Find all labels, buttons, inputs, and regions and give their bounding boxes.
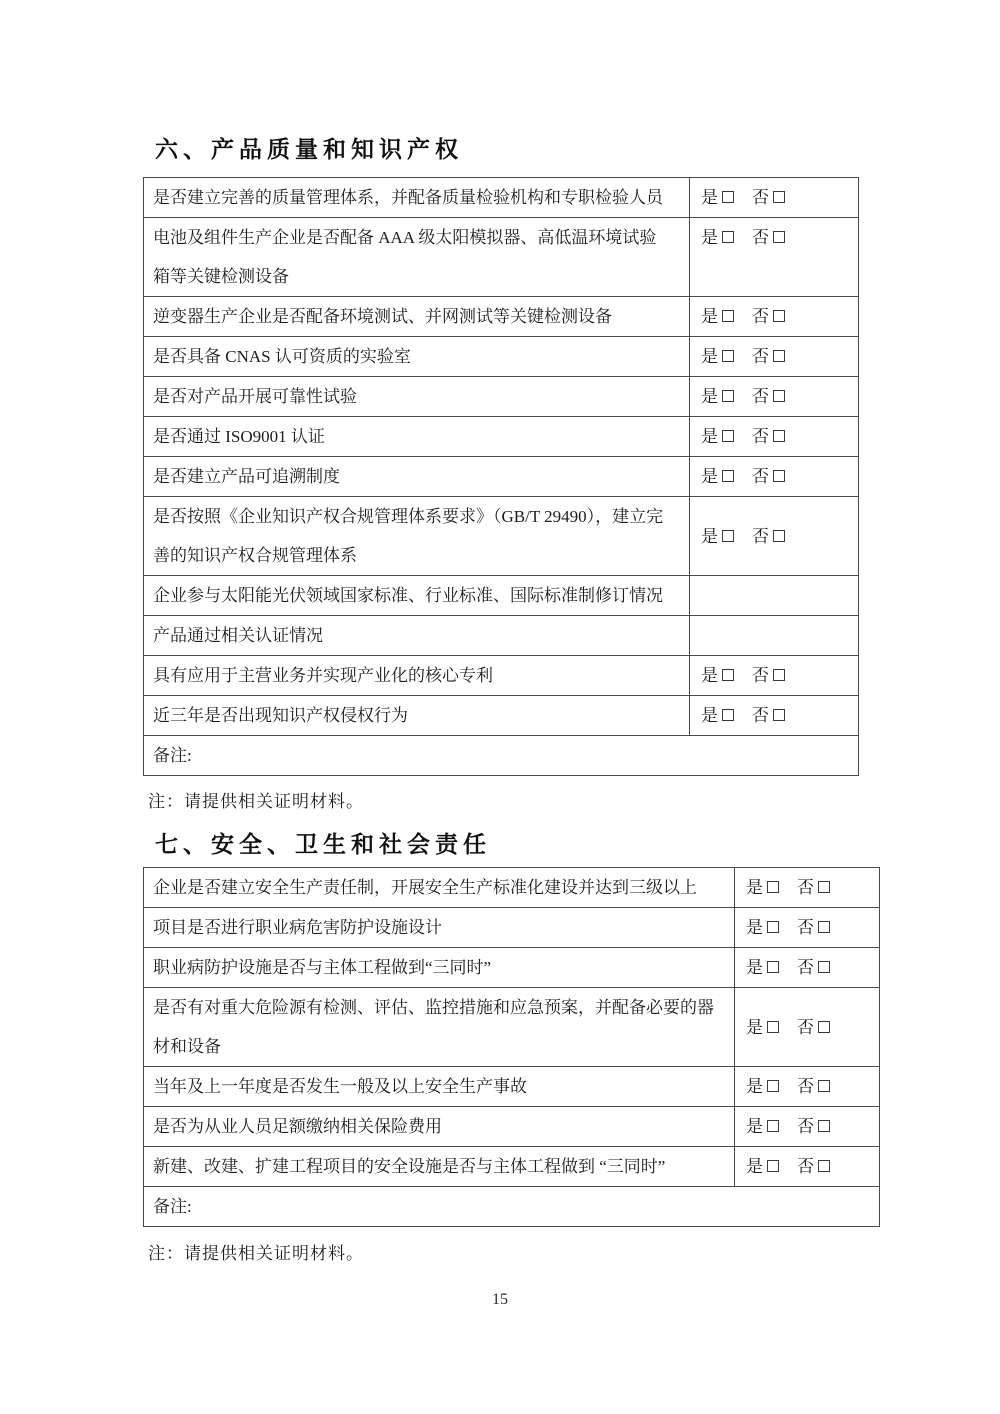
answer-cell bbox=[690, 576, 859, 616]
no-checkbox[interactable] bbox=[773, 530, 785, 542]
no-label: 否 bbox=[752, 526, 769, 546]
yes-label: 是 bbox=[746, 1117, 763, 1136]
yes-checkbox[interactable] bbox=[767, 921, 779, 933]
question-cell bbox=[144, 178, 690, 218]
question-text: 职业病防护设施是否与主体工程做到“三同时” bbox=[153, 958, 492, 977]
table-row bbox=[144, 218, 859, 297]
no-checkbox[interactable] bbox=[818, 1120, 830, 1132]
question-cell bbox=[144, 908, 735, 948]
remark-cell: 备注: bbox=[144, 1187, 880, 1227]
yes-label: 是 bbox=[746, 1157, 763, 1176]
no-label: 否 bbox=[752, 188, 769, 207]
yes-option bbox=[701, 457, 734, 496]
yes-label: 是 bbox=[701, 387, 718, 406]
yes-checkbox[interactable] bbox=[722, 191, 734, 203]
page-number: 15 bbox=[492, 1291, 508, 1308]
yes-label: 是 bbox=[701, 706, 718, 725]
yes-option bbox=[746, 1107, 779, 1146]
yes-label: 是 bbox=[746, 1017, 763, 1037]
answer-cell bbox=[690, 417, 859, 457]
answer-cell bbox=[690, 377, 859, 417]
yes-option bbox=[746, 1067, 779, 1106]
question-text: 电池及组件生产企业是否配备 AAA 级太阳模拟器、高低温环境试验箱等关键检测设备 bbox=[153, 228, 657, 286]
quality-ip-note: 注：请提供相关证明材料。 bbox=[148, 792, 364, 811]
table-row bbox=[144, 948, 880, 988]
no-checkbox[interactable] bbox=[818, 1160, 830, 1172]
answer-cell bbox=[735, 1147, 880, 1187]
question-cell bbox=[144, 377, 690, 417]
no-option bbox=[752, 656, 785, 695]
section-7-title: 七、安全、卫生和社会责任 bbox=[155, 831, 491, 857]
no-option bbox=[797, 1008, 830, 1047]
no-label: 否 bbox=[752, 228, 769, 247]
no-label: 否 bbox=[752, 467, 769, 486]
question-text: 产品通过相关认证情况 bbox=[153, 626, 323, 645]
yes-checkbox[interactable] bbox=[722, 350, 734, 362]
no-label: 否 bbox=[797, 878, 814, 897]
answer-cell bbox=[690, 178, 859, 218]
yes-checkbox[interactable] bbox=[767, 1120, 779, 1132]
no-option bbox=[797, 1147, 830, 1186]
no-checkbox[interactable] bbox=[773, 231, 785, 243]
yes-option bbox=[701, 297, 734, 336]
yes-option bbox=[701, 337, 734, 376]
answer-cell bbox=[735, 988, 880, 1067]
question-text: 当年及上一年度是否发生一般及以上安全生产事故 bbox=[153, 1077, 527, 1096]
yes-label: 是 bbox=[701, 467, 718, 486]
no-option bbox=[752, 517, 785, 556]
question-cell bbox=[144, 948, 735, 988]
yes-option bbox=[746, 1008, 779, 1047]
table-row bbox=[144, 457, 859, 497]
quality-ip-table-body bbox=[144, 178, 859, 776]
question-cell bbox=[144, 868, 735, 908]
yes-option bbox=[701, 517, 734, 556]
question-cell bbox=[144, 1147, 735, 1187]
question-cell bbox=[144, 1107, 735, 1147]
no-option bbox=[752, 218, 785, 257]
no-option bbox=[752, 337, 785, 376]
question-text: 项目是否进行职业病危害防护设施设计 bbox=[153, 918, 442, 937]
no-checkbox[interactable] bbox=[773, 350, 785, 362]
yes-option bbox=[746, 1147, 779, 1186]
yes-label: 是 bbox=[701, 666, 718, 685]
quality-ip-table bbox=[143, 177, 859, 776]
question-cell bbox=[144, 1067, 735, 1107]
yes-option bbox=[701, 417, 734, 456]
table-row bbox=[144, 417, 859, 457]
table-row bbox=[144, 377, 859, 417]
table-row bbox=[144, 497, 859, 576]
yes-option bbox=[701, 656, 734, 695]
table-row bbox=[144, 297, 859, 337]
no-label: 否 bbox=[797, 1017, 814, 1037]
no-label: 否 bbox=[797, 918, 814, 937]
question-cell bbox=[144, 457, 690, 497]
yes-label: 是 bbox=[701, 427, 718, 446]
question-cell bbox=[144, 497, 690, 576]
yes-checkbox[interactable] bbox=[722, 390, 734, 402]
question-cell bbox=[144, 988, 735, 1067]
question-cell bbox=[144, 576, 690, 616]
question-cell bbox=[144, 337, 690, 377]
yes-checkbox[interactable] bbox=[722, 530, 734, 542]
no-checkbox[interactable] bbox=[818, 961, 830, 973]
question-text: 是否为从业人员足额缴纳相关保险费用 bbox=[153, 1117, 442, 1136]
no-checkbox[interactable] bbox=[773, 310, 785, 322]
yes-label: 是 bbox=[746, 878, 763, 897]
yes-label: 是 bbox=[746, 1077, 763, 1096]
table-row bbox=[144, 868, 880, 908]
no-label: 否 bbox=[752, 427, 769, 446]
yes-checkbox[interactable] bbox=[722, 669, 734, 681]
question-text: 企业参与太阳能光伏领域国家标准、行业标准、国际标准制修订情况 bbox=[153, 586, 663, 605]
remark-cell: 备注: bbox=[144, 736, 859, 776]
no-option bbox=[797, 1107, 830, 1146]
yes-option bbox=[701, 178, 734, 217]
no-checkbox[interactable] bbox=[818, 1021, 830, 1033]
yes-checkbox[interactable] bbox=[767, 961, 779, 973]
no-option bbox=[797, 1067, 830, 1106]
question-cell bbox=[144, 218, 690, 297]
table-row bbox=[144, 656, 859, 696]
no-checkbox[interactable] bbox=[773, 709, 785, 721]
question-cell bbox=[144, 656, 690, 696]
table-row bbox=[144, 908, 880, 948]
table-row bbox=[144, 1147, 880, 1187]
question-cell bbox=[144, 696, 690, 736]
question-text: 是否建立产品可追溯制度 bbox=[153, 467, 340, 486]
question-text: 是否建立完善的质量管理体系，并配备质量检验机构和专职检验人员 bbox=[153, 188, 663, 207]
yes-option bbox=[746, 948, 779, 987]
no-label: 否 bbox=[797, 1157, 814, 1176]
table-row bbox=[144, 616, 859, 656]
answer-cell bbox=[690, 696, 859, 736]
answer-cell bbox=[735, 1067, 880, 1107]
no-option bbox=[752, 457, 785, 496]
no-label: 否 bbox=[752, 347, 769, 366]
answer-cell bbox=[735, 1107, 880, 1147]
no-option bbox=[797, 868, 830, 907]
no-label: 否 bbox=[797, 1077, 814, 1096]
question-cell bbox=[144, 616, 690, 656]
no-label: 否 bbox=[752, 666, 769, 685]
yes-option bbox=[746, 908, 779, 947]
question-cell bbox=[144, 297, 690, 337]
answer-cell bbox=[735, 948, 880, 988]
yes-checkbox[interactable] bbox=[722, 470, 734, 482]
safety-health-note: 注：请提供相关证明材料。 bbox=[148, 1244, 364, 1263]
safety-health-table bbox=[143, 867, 880, 1227]
answer-cell bbox=[690, 457, 859, 497]
yes-checkbox[interactable] bbox=[767, 1080, 779, 1092]
table-row bbox=[144, 988, 880, 1067]
section-6-title: 六、产品质量和知识产权 bbox=[155, 136, 463, 162]
answer-cell bbox=[690, 497, 859, 576]
no-checkbox[interactable] bbox=[773, 430, 785, 442]
no-label: 否 bbox=[752, 706, 769, 725]
question-text: 逆变器生产企业是否配备环境测试、并网测试等关键检测设备 bbox=[153, 307, 612, 326]
yes-checkbox[interactable] bbox=[767, 1160, 779, 1172]
yes-label: 是 bbox=[701, 228, 718, 247]
no-checkbox[interactable] bbox=[818, 921, 830, 933]
yes-checkbox[interactable] bbox=[767, 881, 779, 893]
answer-cell bbox=[690, 616, 859, 656]
no-label: 否 bbox=[752, 387, 769, 406]
question-text: 是否通过 ISO9001 认证 bbox=[153, 427, 325, 446]
no-checkbox[interactable] bbox=[773, 191, 785, 203]
yes-checkbox[interactable] bbox=[722, 430, 734, 442]
no-checkbox[interactable] bbox=[773, 669, 785, 681]
table-row bbox=[144, 1067, 880, 1107]
yes-label: 是 bbox=[701, 526, 718, 546]
question-text: 企业是否建立安全生产责任制，开展安全生产标准化建设并达到三级以上 bbox=[153, 878, 697, 897]
table-row bbox=[144, 1107, 880, 1147]
answer-cell bbox=[690, 656, 859, 696]
safety-health-table-body bbox=[144, 868, 880, 1227]
no-label: 否 bbox=[752, 307, 769, 326]
table-row bbox=[144, 337, 859, 377]
answer-cell bbox=[690, 297, 859, 337]
no-option bbox=[752, 417, 785, 456]
no-option bbox=[797, 948, 830, 987]
no-checkbox[interactable] bbox=[818, 881, 830, 893]
yes-label: 是 bbox=[701, 188, 718, 207]
answer-cell bbox=[735, 868, 880, 908]
yes-label: 是 bbox=[701, 347, 718, 366]
remark-row bbox=[144, 736, 859, 776]
no-option bbox=[797, 908, 830, 947]
table-row bbox=[144, 576, 859, 616]
yes-checkbox[interactable] bbox=[722, 231, 734, 243]
yes-checkbox[interactable] bbox=[767, 1021, 779, 1033]
yes-option bbox=[701, 218, 734, 257]
question-text: 是否有对重大危险源有检测、评估、监控措施和应急预案，并配备必要的器材和设备 bbox=[153, 998, 714, 1056]
no-label: 否 bbox=[797, 958, 814, 977]
question-text: 是否具备 CNAS 认可资质的实验室 bbox=[153, 347, 411, 366]
no-option bbox=[752, 178, 785, 217]
answer-cell bbox=[690, 337, 859, 377]
remark-row bbox=[144, 1187, 880, 1227]
no-option bbox=[752, 297, 785, 336]
table-row bbox=[144, 696, 859, 736]
no-label: 否 bbox=[797, 1117, 814, 1136]
answer-cell bbox=[735, 908, 880, 948]
question-text: 新建、改建、扩建工程项目的安全设施是否与主体工程做到 “三同时” bbox=[153, 1157, 666, 1176]
question-text: 是否按照《企业知识产权合规管理体系要求》（GB/T 29490），建立完善的知识产权合规管理体系 bbox=[153, 507, 664, 565]
no-option bbox=[752, 696, 785, 735]
no-checkbox[interactable] bbox=[773, 470, 785, 482]
question-text: 近三年是否出现知识产权侵权行为 bbox=[153, 706, 408, 725]
yes-label: 是 bbox=[701, 307, 718, 326]
yes-option bbox=[701, 377, 734, 416]
no-checkbox[interactable] bbox=[818, 1080, 830, 1092]
answer-cell bbox=[690, 218, 859, 297]
question-text: 是否对产品开展可靠性试验 bbox=[153, 387, 357, 406]
yes-label: 是 bbox=[746, 958, 763, 977]
question-cell bbox=[144, 417, 690, 457]
yes-checkbox[interactable] bbox=[722, 310, 734, 322]
yes-label: 是 bbox=[746, 918, 763, 937]
yes-option bbox=[746, 868, 779, 907]
yes-option bbox=[701, 696, 734, 735]
question-text: 具有应用于主营业务并实现产业化的核心专利 bbox=[153, 666, 493, 685]
yes-checkbox[interactable] bbox=[722, 709, 734, 721]
no-checkbox[interactable] bbox=[773, 390, 785, 402]
table-row bbox=[144, 178, 859, 218]
no-option bbox=[752, 377, 785, 416]
